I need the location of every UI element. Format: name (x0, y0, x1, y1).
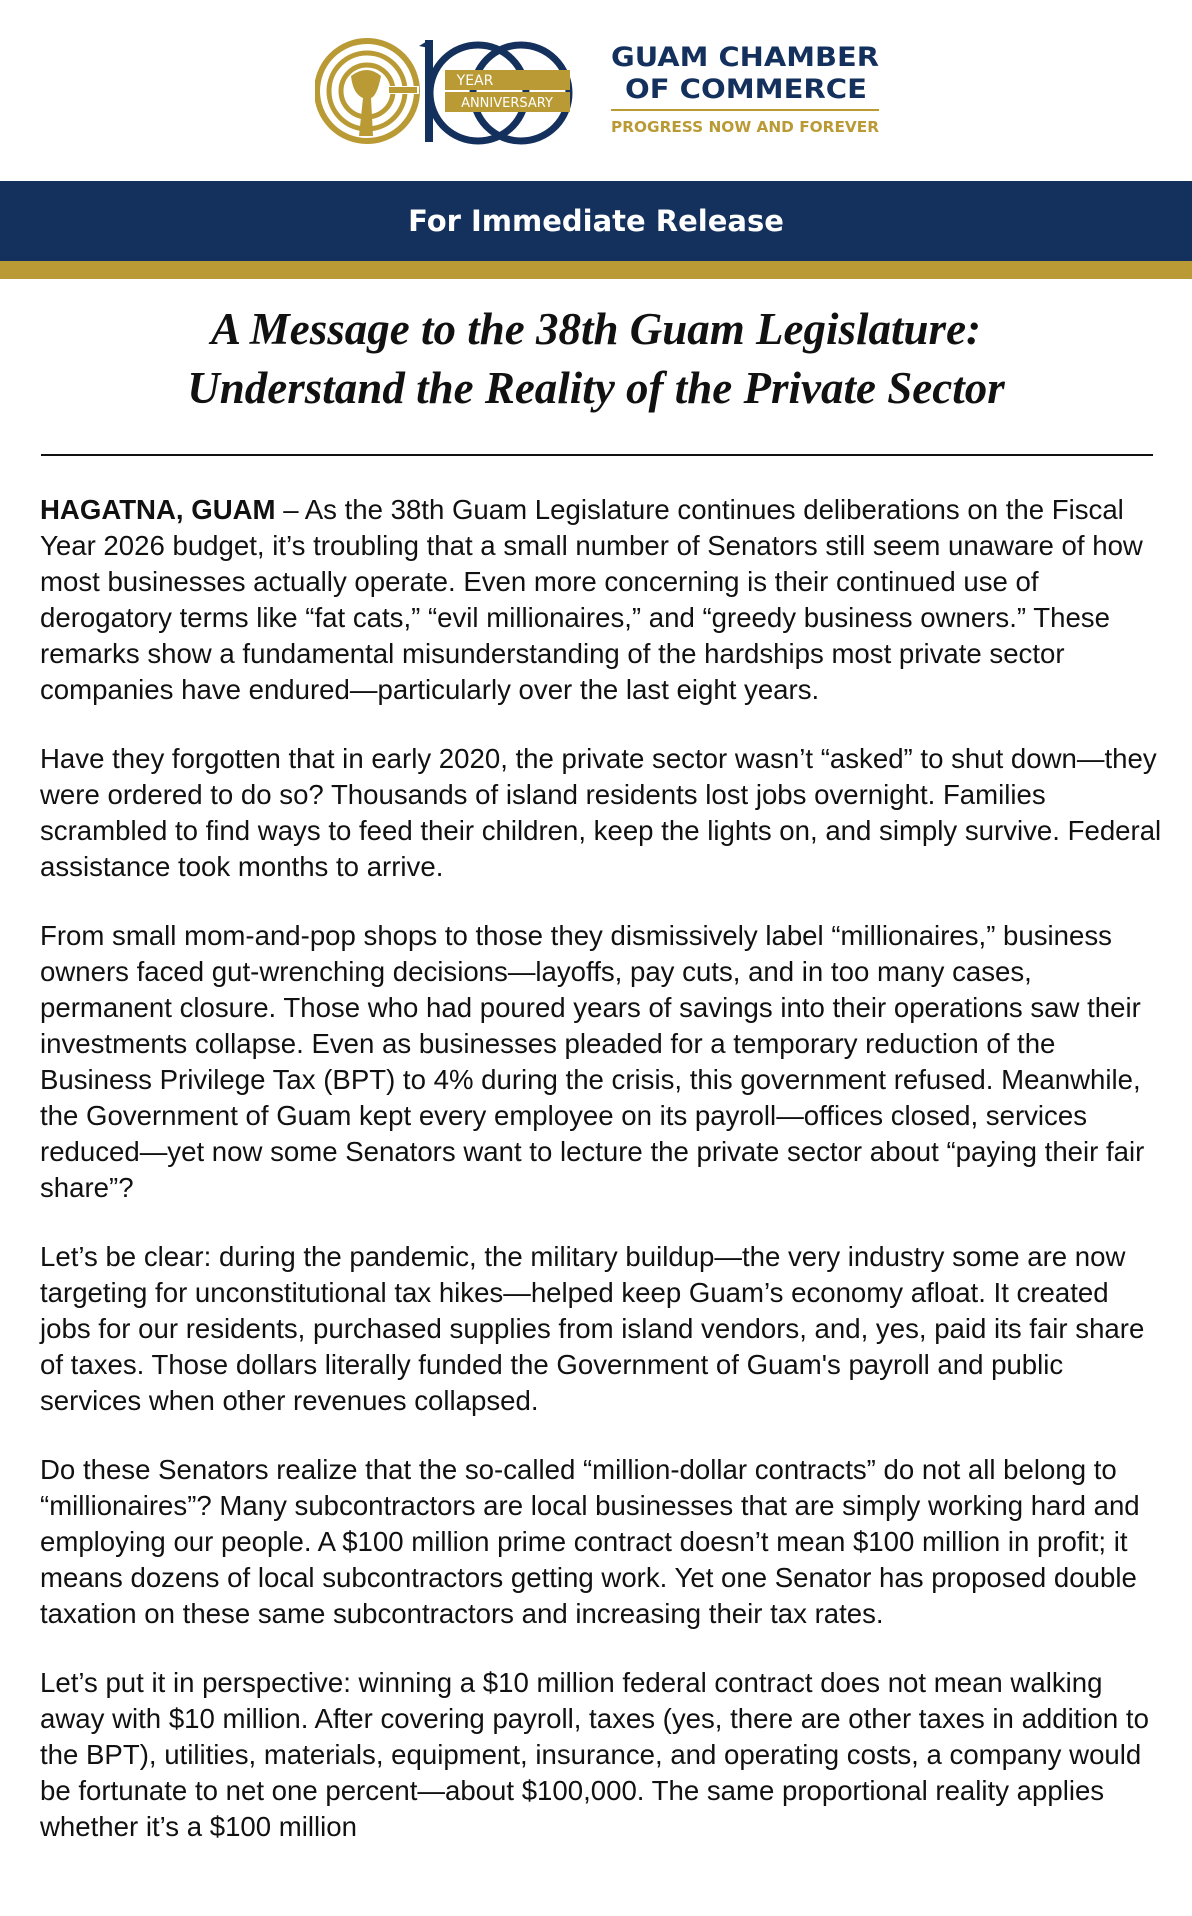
paragraph-4: Let’s be clear: during the pandemic, the military buildup—the very industry some are now targeting for unconstitutional tax hikes—helped keep Guam’s economy afloat. It created jobs for our residents, purchased supplies from island vendors, and, yes, paid its fair share of taxes. Those dollars literally funded the Government of Guam's payroll and public services when other revenues collapsed. (40, 1241, 1145, 1416)
dateline: HAGATNA, GUAM (40, 494, 276, 525)
title-line-1: A Message to the 38th Guam Legislature: (210, 304, 982, 354)
logo-year-text: YEAR (456, 73, 494, 89)
page-title (0, 300, 1192, 418)
g-emblem-icon (317, 41, 419, 141)
logo-tagline: PROGRESS NOW AND FOREVER (611, 118, 880, 136)
title-rule (41, 454, 1153, 456)
paragraph-1 (40, 492, 1165, 708)
gold-divider (0, 261, 1192, 279)
paragraph-1-text: – As the 38th Guam Legislature continues deliberations on the Fiscal Year 2026 budget, it’s troubling that a small number of Senators still seem unaware of how most businesses actually operate. Even more concerning is their continued use of derogatory terms like “fat cats,” “evil millionaires,” and “greedy business owners.” These remarks show a fundamental misunderstanding of the hardships most private sector companies have endured—particularly over the last eight years. (40, 494, 1143, 705)
press-release-body (40, 492, 1165, 1878)
release-label: For Immediate Release (408, 204, 784, 238)
paragraph-2: Have they forgotten that in early 2020, the private sector wasn’t “asked” to shut down—they were ordered to do so? Thousands of island residents lost jobs overnight. Families scrambled to find ways to feed their children, keep the lights on, and simply survive. Federal assistance took months to arrive. (40, 743, 1162, 882)
logo-org-line2: OF COMMERCE (625, 74, 867, 105)
release-banner (0, 181, 1192, 261)
logo-anniversary-text: ANNIVERSARY (461, 96, 553, 111)
paragraph-6: Let’s put it in perspective: winning a $10 million federal contract does not mean walking away with $10 million. After covering payroll, taxes (yes, there are other taxes in addition to the BPT), utilities, materials, equipment, insurance, and operating costs, a company would be fortunate to net one percent—about $100,000. The same proportional reality applies whether it’s a $100 million (40, 1667, 1149, 1842)
logo-org-line1: GUAM CHAMBER (611, 42, 880, 73)
title-line-2: Understand the Reality of the Private Sector (187, 363, 1005, 413)
paragraph-3: From small mom-and-pop shops to those they dismissively label “millionaires,” business owners faced gut-wrenching decisions—layoffs, pay cuts, and in too many cases, permanent closure. Those who had poured years of savings into their operations saw their investments collapse. Even as businesses pleaded for a temporary reduction of the Business Privilege Tax (BPT) to 4% during the crisis, this government refused. Meanwhile, the Government of Guam kept every employee on its payroll—offices closed, services reduced—yet now some Senators want to lecture the private sector about “paying their fair share”? (40, 920, 1145, 1203)
guam-chamber-logo (315, 36, 880, 146)
paragraph-5: Do these Senators realize that the so-called “million-dollar contracts” do not all belong to “millionaires”? Many subcontractors are local businesses that are simply working hard and employing our people. A $100 million prime contract doesn’t mean $100 million in profit; it means dozens of local subcontractors getting work. Yet one Senator has proposed double taxation on these same subcontractors and increasing their tax rates. (40, 1454, 1140, 1629)
